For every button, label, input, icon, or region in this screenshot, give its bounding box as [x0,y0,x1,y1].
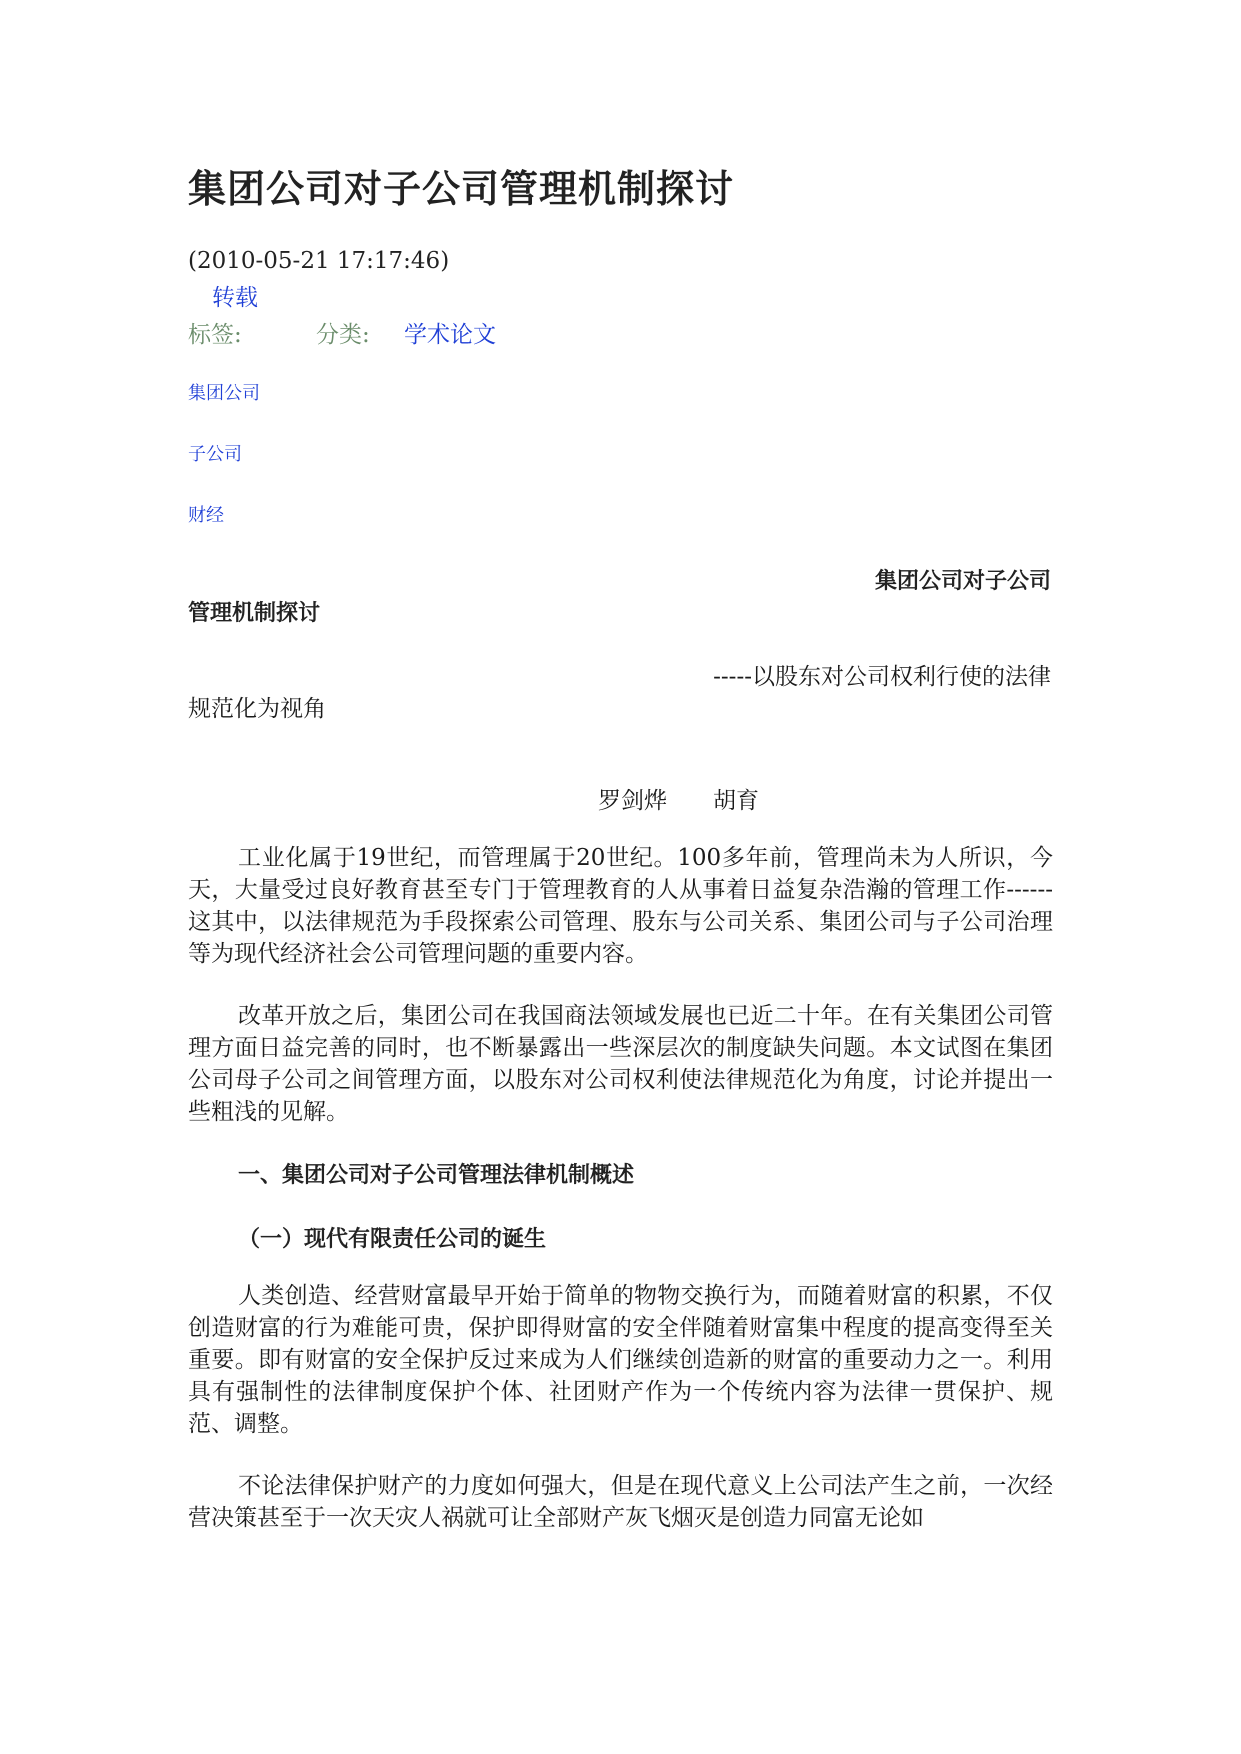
section-heading: 一、集团公司对子公司管理法律机制概述 [238,1163,635,1188]
tag-link[interactable]: 集团公司 [188,383,260,404]
tag-link[interactable]: 财经 [188,505,224,526]
body-paragraph: 人类创造、经营财富最早开始于简单的物物交换行为，而随着财富的积累，不仅创造财富的行为难能可贵，保护即得财富的安全伴随着财富集中程度的提高变得至关重要。即有财富的安全保护反过来成为人们继续创造新的财富的重要动力之一。利用具有强制性的法律制度保护个体、社团财产作为一个传统内容为法律一贯保护、规范、调整。 [188,1283,1053,1437]
body-paragraph: 不论法律保护财产的力度如何强大，但是在现代意义上公司法产生之前，一次经营决策甚至于一次天灾人祸就可让全部财产灰飞烟灭是创造力同富无论如 [188,1473,1053,1531]
tags-label: 标签: [188,322,242,348]
article-heading-line1: 集团公司对子公司 [874,569,1051,594]
body-paragraph: 改革开放之后，集团公司在我国商法领域发展也已近二十年。在有关集团公司管理方面日益完善的同时，也不断暴露出一些深层次的制度缺失问题。本文试图在集团公司母子公司之间管理方面，以股东对公司权利使法律规范化为角度，讨论并提出一些粗浅的见解。 [188,1003,1053,1125]
article-subtitle-line1: -----以股东对公司权利行使的法律 [713,664,1051,690]
page-title: 集团公司对子公司管理机制探讨 [188,167,735,211]
article-subtitle-line2: 规范化为视角 [188,696,326,722]
tag-link[interactable]: 子公司 [188,444,242,465]
subsection-heading: （一）现代有限责任公司的诞生 [238,1227,547,1252]
post-datetime: (2010-05-21 17:17:46) [188,248,450,274]
article-authors: 罗剑烨 胡育 [598,788,759,814]
repost-link[interactable]: 转载 [212,285,258,311]
body-paragraph: 工业化属于19世纪，而管理属于20世纪。100多年前，管理尚未为人所识，今天，大量受过良好教育甚至专门于管理教育的人从事着日益复杂浩瀚的管理工作------这其中，以法律规范为手段探索公司管理、股东与公司关系、集团公司与子公司治理等为现代经济社会公司管理问题的重要内容。 [188,845,1053,967]
article-heading-line2: 管理机制探讨 [188,601,321,626]
category-label: 分类: [316,322,370,348]
category-link[interactable]: 学术论文 [404,322,496,348]
